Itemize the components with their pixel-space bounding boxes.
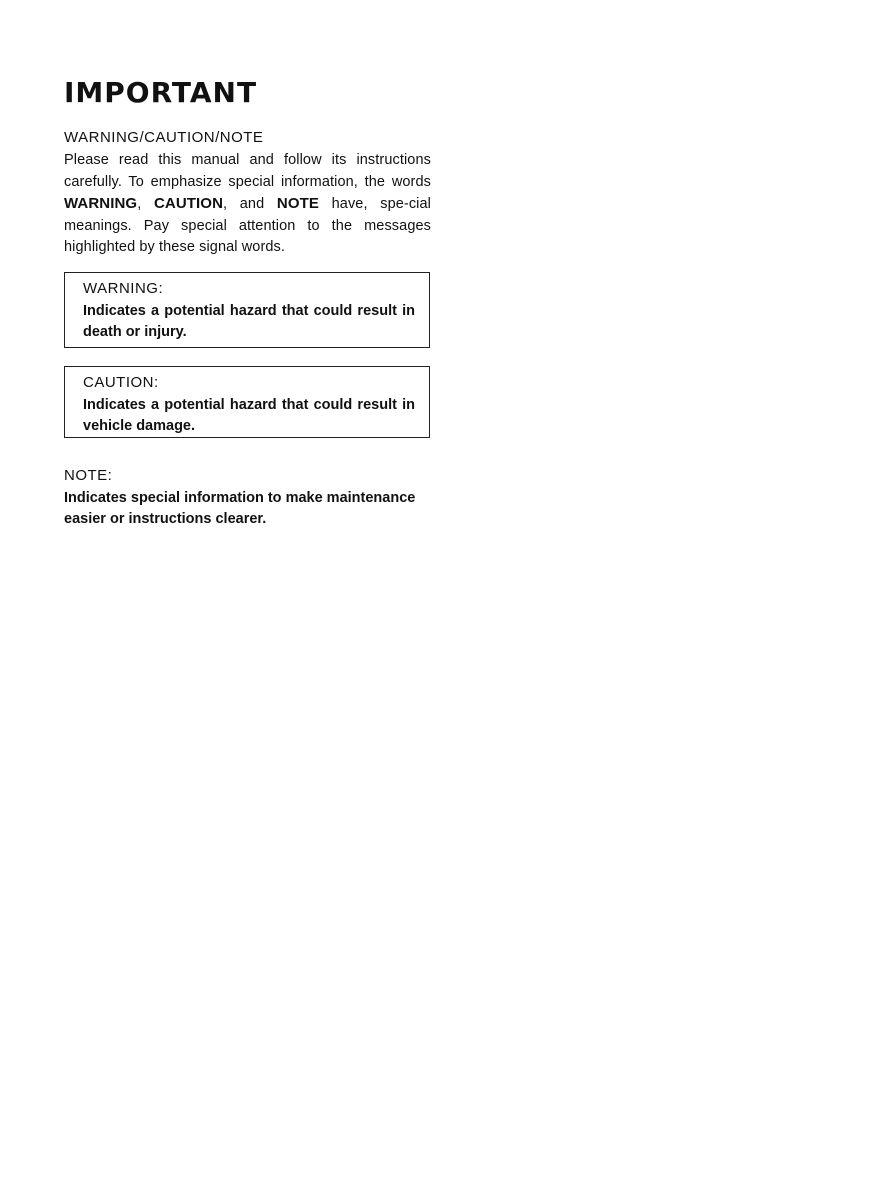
intro-comma: ,	[137, 196, 154, 212]
signal-word-note: NOTE	[276, 195, 319, 212]
intro-text-1: Please read this manual and follow its instructions carefully. To emphasize special information, the words	[64, 152, 431, 190]
signal-word-warning: WARNING	[64, 195, 138, 212]
warning-label: WARNING:	[83, 280, 164, 297]
caution-text: Indicates a potential hazard that could result in vehicle damage.	[83, 397, 415, 434]
signal-word-caution: CAUTION	[153, 195, 223, 212]
intro-paragraph	[64, 150, 431, 259]
caution-label: CAUTION:	[83, 374, 159, 391]
intro-text-2: have, spe-cial meanings. Pay special attention to the messages highlighted by these signal words.	[64, 196, 431, 255]
note-label: NOTE:	[64, 467, 113, 484]
caution-box	[64, 366, 430, 438]
warning-box	[64, 272, 430, 348]
note-text: Indicates special information to make maintenance easier or instructions clearer.	[64, 490, 416, 527]
intro-and: , and	[223, 196, 277, 212]
page-title: IMPORTANT	[64, 76, 258, 109]
section-subheading: WARNING/CAUTION/NOTE	[64, 129, 264, 146]
warning-text: Indicates a potential hazard that could result in death or injury.	[83, 303, 415, 340]
